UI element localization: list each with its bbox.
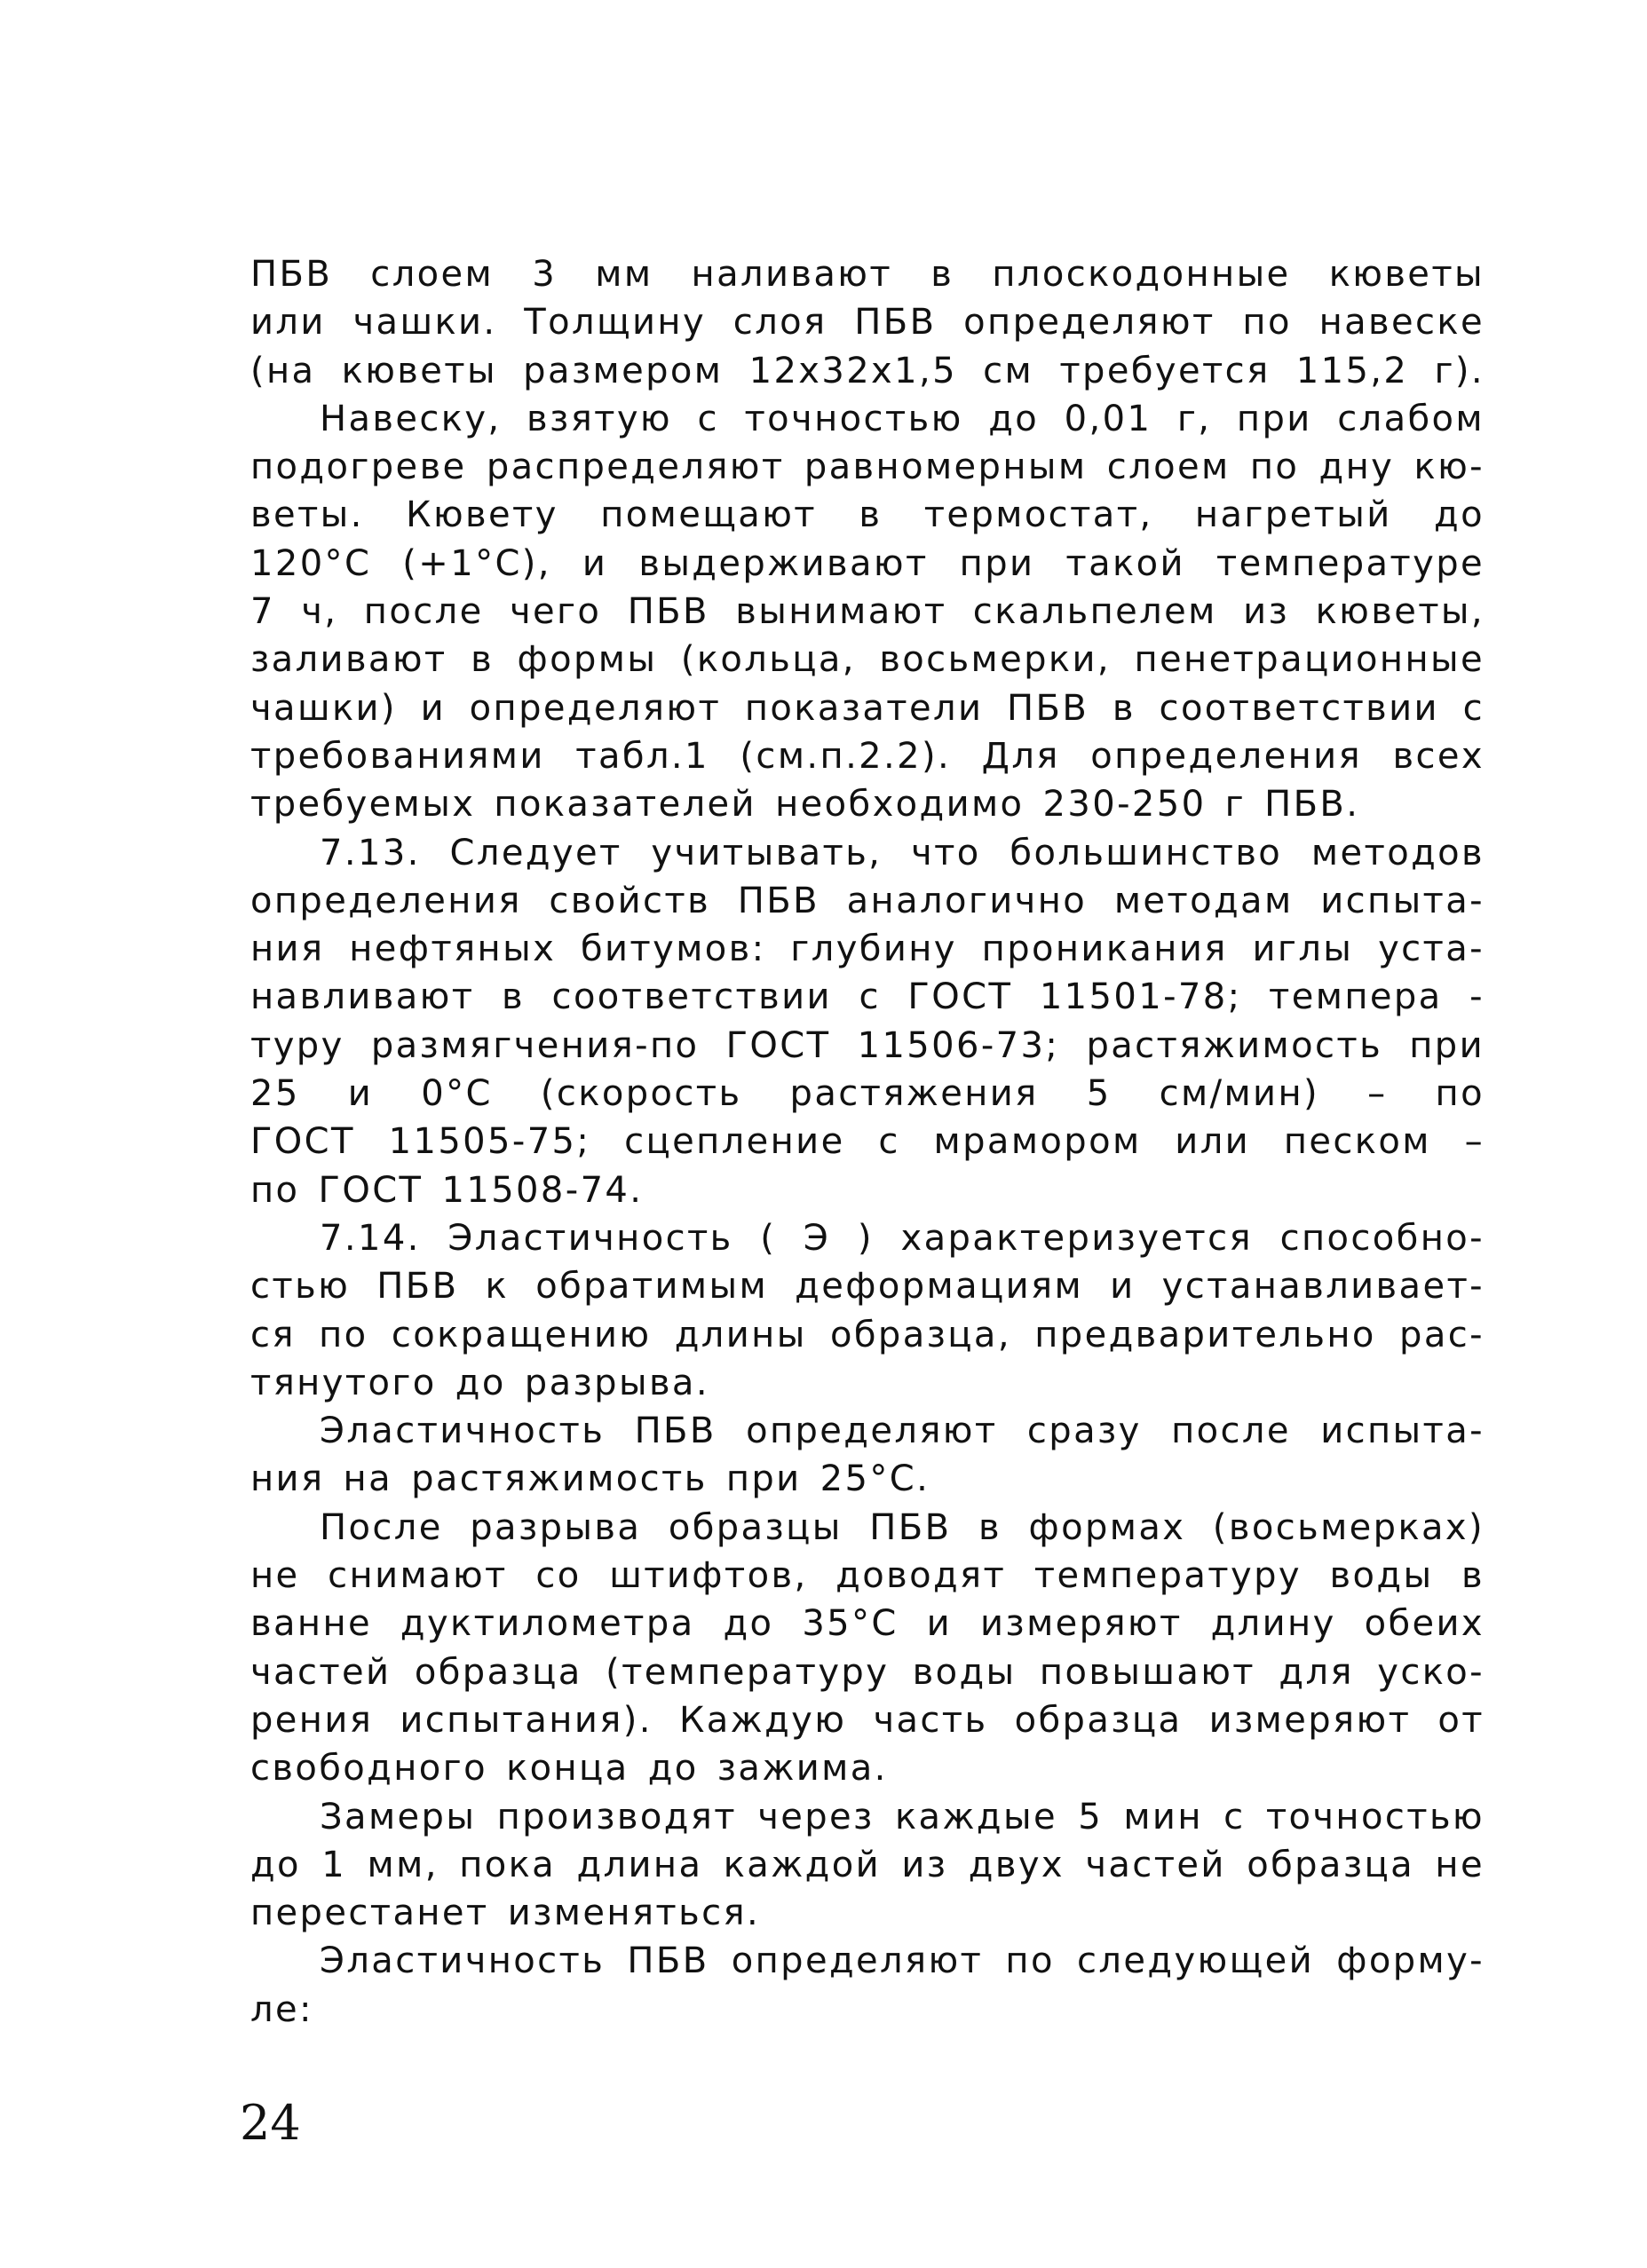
paragraph — [250, 1407, 1485, 1504]
text-line: стью ПБВ к обратимым деформациям и устанавливает- — [250, 1266, 1485, 1308]
text-line: ле: — [250, 1988, 313, 2030]
text-line: Навеску, взятую с точностью до 0,01 г, при слабом — [320, 398, 1485, 439]
paragraph — [250, 1793, 1485, 1938]
text-line: частей образца (температуру воды повышают для уско- — [250, 1651, 1485, 1693]
text-line: ся по сокращению длины образца, предварительно рас- — [250, 1314, 1485, 1355]
text-line: не снимают со штифтов, доводят температуру воды в — [250, 1555, 1485, 1597]
text-line: или чашки. Толщину слоя ПБВ определяют по навеске — [250, 302, 1485, 344]
paragraph — [250, 1937, 1485, 2034]
text-line: ГОСТ 11505-75; сцепление с мрамором или песком – — [250, 1121, 1485, 1163]
text-line: (на кюветы размером 12х32х1,5 см требуется 115,2 г). — [250, 350, 1485, 391]
text-line: Эластичность ПБВ определяют по следующей форму- — [320, 1940, 1485, 1982]
paragraph — [250, 1214, 1485, 1407]
text-line: После разрыва образцы ПБВ в формах (восьмерках) — [320, 1506, 1485, 1548]
paragraph — [250, 1504, 1485, 1793]
text-line: веты. Кювету помещают в термостат, нагретый до — [250, 494, 1485, 536]
text-line: тянутого до разрыва. — [250, 1362, 709, 1403]
text-line: ПБВ слоем 3 мм наливают в плоскодонные кюветы — [250, 254, 1485, 295]
paragraph — [250, 395, 1485, 829]
paragraph — [250, 250, 1485, 395]
text-line: ванне дуктилометра до 35°С и измеряют длину обеих — [250, 1603, 1485, 1645]
text-line: по ГОСТ 11508-74. — [250, 1169, 644, 1211]
text-line: 7.13. Следует учитывать, что большинство методов — [320, 832, 1485, 873]
text-line: рения испытания). Каждую часть образца измеряют от — [250, 1699, 1485, 1741]
text-line: 7.14. Эластичность ( Э ) характеризуется способно- — [320, 1217, 1485, 1259]
paragraph — [250, 829, 1485, 1214]
text-line: 120°С (+1°С), и выдерживают при такой температуре — [250, 542, 1485, 584]
page-number: 24 — [240, 2095, 301, 2151]
text-line: чашки) и определяют показатели ПБВ в соответствии с — [250, 687, 1485, 729]
text-line: свободного конца до зажима. — [250, 1748, 888, 1790]
text-line: до 1 мм, пока длина каждой из двух частей образца не — [250, 1844, 1485, 1885]
text-line: Эластичность ПБВ определяют сразу после испыта- — [320, 1411, 1485, 1452]
text-line: требуемых показателей необходимо 230-250 г ПБВ. — [250, 784, 1360, 826]
text-line: подогреве распределяют равномерным слоем по дну кю- — [250, 446, 1485, 488]
text-line: Замеры производят через каждые 5 мин с точностью — [320, 1796, 1485, 1837]
text-line: перестанет изменяться. — [250, 1893, 761, 1934]
text-line: 25 и 0°С (скорость растяжения 5 см/мин) – по — [250, 1073, 1485, 1115]
text-line: заливают в формы (кольца, восьмерки, пенетрационные — [250, 639, 1485, 681]
text-line: 7 ч, после чего ПБВ вынимают скальпелем из кюветы, — [250, 591, 1485, 633]
text-line: туру размягчения-по ГОСТ 11506-73; растяжимость при — [250, 1024, 1485, 1066]
text-line: навливают в соответствии с ГОСТ 11501-78; темпера - — [250, 976, 1485, 1018]
text-line: определения свойств ПБВ аналогично методам испыта- — [250, 880, 1485, 921]
body-text — [250, 250, 1485, 2034]
text-line: ния на растяжимость при 25°С. — [250, 1458, 930, 1500]
text-line: требованиями табл.1 (см.п.2.2). Для определения всех — [250, 735, 1485, 777]
text-line: ния нефтяных битумов: глубину проникания иглы уста- — [250, 929, 1485, 970]
